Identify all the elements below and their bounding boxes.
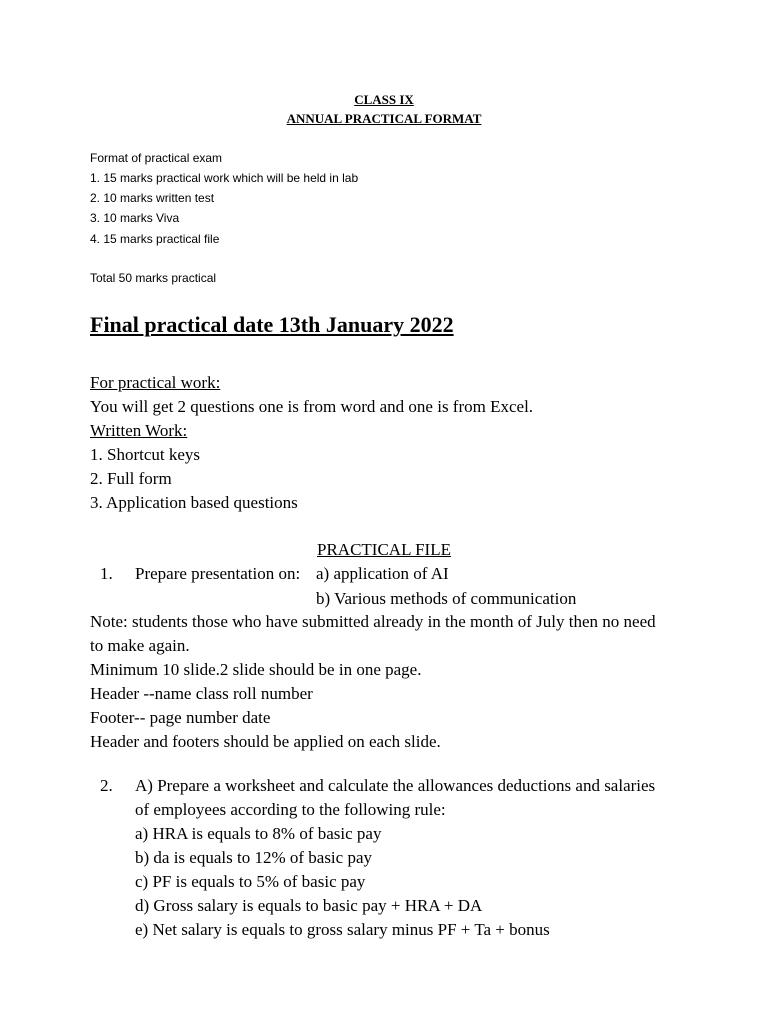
list-number: 1. [100,564,113,583]
format-title: ANNUAL PRACTICAL FORMAT [286,111,482,126]
format-item: 4. 15 marks practical file [90,232,220,246]
practical-work-heading: For practical work: [90,373,221,392]
note-line: Minimum 10 slide.2 slide should be in one page. [90,660,422,679]
worksheet-line: of employees according to the following rule: [135,800,446,819]
written-work-item: 3. Application based questions [90,493,298,512]
worksheet-rule: e) Net salary is equals to gross salary minus PF + Ta + bonus [135,920,550,939]
note-line: Note: students those who have submitted already in the month of July then no need [90,612,656,631]
format-item: 2. 10 marks written test [90,191,215,205]
format-item: 1. 15 marks practical work which will be held in lab [90,171,359,185]
note-line: Footer-- page number date [90,708,271,727]
format-intro: Format of practical exam [90,151,223,165]
note-line: Header and footers should be applied on each slide. [90,732,441,751]
presentation-text: Prepare presentation on: [135,564,301,583]
worksheet-rule: b) da is equals to 12% of basic pay [135,848,372,867]
note-line: Header --name class roll number [90,684,313,703]
practical-file-heading: PRACTICAL FILE [317,540,451,559]
worksheet-rule: a) HRA is equals to 8% of basic pay [135,824,382,843]
written-work-item: 2. Full form [90,469,172,488]
format-item: 3. 10 marks Viva [90,211,180,225]
presentation-option-a: a) application of AI [316,564,449,583]
presentation-option-b: b) Various methods of communication [316,589,577,608]
practical-work-text: You will get 2 questions one is from word and one is from Excel. [90,397,534,416]
worksheet-line: A) Prepare a worksheet and calculate the allowances deductions and salaries [135,776,656,795]
final-practical-date: Final practical date 13th January 2022 [90,312,454,337]
worksheet-rule: c) PF is equals to 5% of basic pay [135,872,366,891]
written-work-item: 1. Shortcut keys [90,445,201,464]
format-total: Total 50 marks practical [90,271,217,285]
written-work-heading: Written Work: [90,421,188,440]
note-line: to make again. [90,636,190,655]
list-number: 2. [100,776,113,795]
worksheet-rule: d) Gross salary is equals to basic pay + HRA + DA [135,896,483,915]
class-title: CLASS IX [354,92,414,107]
